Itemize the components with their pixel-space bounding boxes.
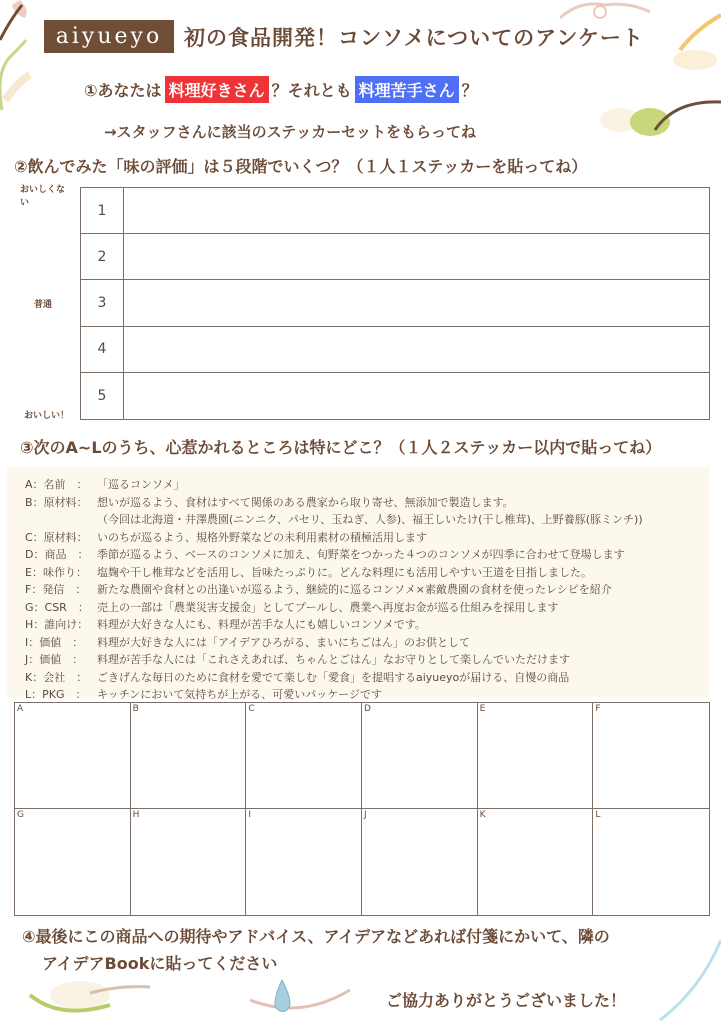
brand-logo: aiyueyo: [44, 20, 174, 53]
option-text: 売上の一部は「農業災害支援金」としてプールし、農業へ再度お金が巡る仕組みを採用します: [97, 600, 559, 614]
option-text: 「巡るコンソメ」: [97, 478, 185, 491]
rating-sticker-area[interactable]: [124, 373, 709, 419]
q1-prefix: ①あなたは: [84, 81, 162, 100]
rating-number: 3: [81, 280, 124, 325]
option-text: 想いが巡るよう、食材はすべて関係のある農家から取り寄せ、無添加で製造します。: [97, 495, 514, 509]
rating-table: [80, 187, 710, 420]
thank-you-message: ご協力ありがとうございました！: [386, 991, 627, 1010]
option-item-h: [25, 616, 709, 634]
sticker-cell-a[interactable]: A: [15, 703, 131, 809]
option-text: 料理が大好きな人にも、料理が苦手な人にも嬉しいコンソメです。: [97, 618, 426, 631]
rating-sticker-area[interactable]: [124, 188, 709, 233]
option-text: いのちが巡るよう、規格外野菜などの未利用素材の積極活用します: [97, 530, 427, 544]
option-key: A：名前 ：: [25, 478, 88, 491]
question-2-title: ②飲んでみた「味の評価」は５段階でいくつ？（１人１ステッカーを貼ってね）: [14, 157, 588, 176]
option-item-g: [25, 599, 709, 617]
option-item-i: [25, 634, 709, 652]
option-item-e: [25, 564, 709, 582]
sticker-cell-b[interactable]: B: [131, 703, 247, 809]
option-item-j: [25, 651, 709, 669]
option-key: F：発信 ：: [25, 583, 87, 596]
rating-number: 4: [81, 327, 124, 372]
question-3-title: ③次のA~Lのうち、心惹かれるところは特にどこ？（１人２ステッカー以内で貼ってね）: [20, 438, 662, 457]
q1-middle: ？それとも: [271, 81, 352, 100]
option-cooking-unskilled: 料理苦手さん: [355, 76, 459, 103]
scale-label-tasty: おいしい！: [24, 411, 70, 421]
decoration-bottom-left: [20, 975, 170, 1024]
q4-line-2: アイデアBookに貼ってください: [42, 954, 278, 973]
rating-row: [81, 327, 709, 373]
decoration-bottom-center: [240, 975, 360, 1024]
option-key: H：誰向け：: [25, 618, 89, 631]
options-list: [7, 467, 709, 701]
option-text: キッチンにおいて気持ちが上がる、可愛いパッケージです: [97, 688, 383, 701]
sticker-cell-j[interactable]: J: [362, 809, 478, 915]
option-item-f: [25, 581, 709, 599]
option-key: E：味作り：: [25, 565, 87, 579]
q1-instruction: →スタッフさんに該当のステッカーセットをもらってね: [104, 123, 476, 141]
option-text: 季節が巡るよう、ベースのコンソメに加え、旬野菜をつかった４つのコンソメが四季に合わせて登場します: [97, 548, 625, 561]
rating-number: 1: [81, 188, 124, 233]
option-key: J：価値 ：: [25, 653, 84, 666]
page-title: 初の食品開発！コンソメについてのアンケート: [184, 26, 644, 50]
option-key: G：CSR ：: [25, 600, 89, 614]
question-1: [84, 76, 478, 103]
option-key: D：商品 ：: [25, 548, 89, 561]
sticker-cell-l[interactable]: L: [595, 810, 601, 820]
option-text: 料理が苦手な人には「これさえあれば、ちゃんとごはん」なお守りとして楽しんでいただけます: [97, 653, 570, 666]
sticker-cell-d[interactable]: D: [362, 703, 478, 809]
sticker-cell-i[interactable]: I: [246, 809, 362, 915]
question-4: [22, 923, 712, 977]
sticker-cell-c[interactable]: C: [246, 703, 362, 809]
rating-sticker-area[interactable]: [124, 327, 709, 372]
rating-row: [81, 188, 709, 234]
decoration-top-left: [0, 0, 80, 120]
option-item-l: [25, 686, 709, 704]
option-item-k: [25, 669, 709, 687]
option-item-c: [25, 529, 709, 547]
sticker-cell-e[interactable]: E: [478, 703, 594, 809]
option-item-b: [25, 494, 709, 512]
option-item-a: [25, 476, 709, 494]
option-item-b-note: （今回は北海道・井澤農園(ニンニク、パセリ、玉ねぎ、人参)、福王しいたけ(干し椎茸)、上野養豚(豚ミンチ)): [97, 513, 643, 526]
option-item-d: [25, 546, 709, 564]
rating-row: [81, 234, 709, 280]
option-key: L：PKG ：: [25, 688, 87, 701]
option-key: C：原材料：: [25, 530, 88, 544]
q4-line-1: ④最後にこの商品への期待やアドバイス、アイデアなどあれば付箋にかいて、隣の: [22, 927, 610, 946]
option-key: B：原材料：: [25, 495, 88, 509]
option-cooking-lover: 料理好きさん: [165, 76, 269, 103]
rating-sticker-area[interactable]: [124, 234, 709, 279]
option-text: 塩麹や干し椎茸などを活用し、旨味たっぷりに。どんな料理にも活用しやすい王道を目指しました。: [97, 565, 592, 579]
option-text: 料理が大好きな人には「アイデアひろがる、まいにちごはん」のお供として: [97, 635, 471, 649]
sticker-cell-k[interactable]: K: [478, 809, 594, 915]
scale-label-not-tasty: おいしくない: [20, 185, 66, 208]
scale-label-average: 普通: [34, 300, 53, 310]
q1-suffix: ？: [461, 81, 478, 100]
rating-row: [81, 280, 709, 326]
option-key: K：会社 ：: [25, 670, 88, 684]
option-text: 新たな農園や食材との出逢いが巡るよう、継続的に巡るコンソメ×素敵農園の食材を使ったレシピを紹介: [97, 583, 612, 596]
option-text: ごきげんな毎日のために食材を愛でて楽しむ「愛食」を提唱するaiyueyoが届ける、自慢の商品: [97, 670, 570, 684]
sticker-cell-h[interactable]: H: [131, 809, 247, 915]
sticker-grid: [14, 702, 710, 916]
option-key: I：価値 ：: [25, 635, 84, 649]
rating-row: [81, 373, 709, 419]
sticker-cell-g[interactable]: G: [15, 809, 131, 915]
sticker-cell-f[interactable]: F: [593, 703, 709, 809]
rating-number: 2: [81, 234, 124, 279]
rating-sticker-area[interactable]: [124, 280, 709, 325]
rating-number: 5: [81, 373, 124, 419]
